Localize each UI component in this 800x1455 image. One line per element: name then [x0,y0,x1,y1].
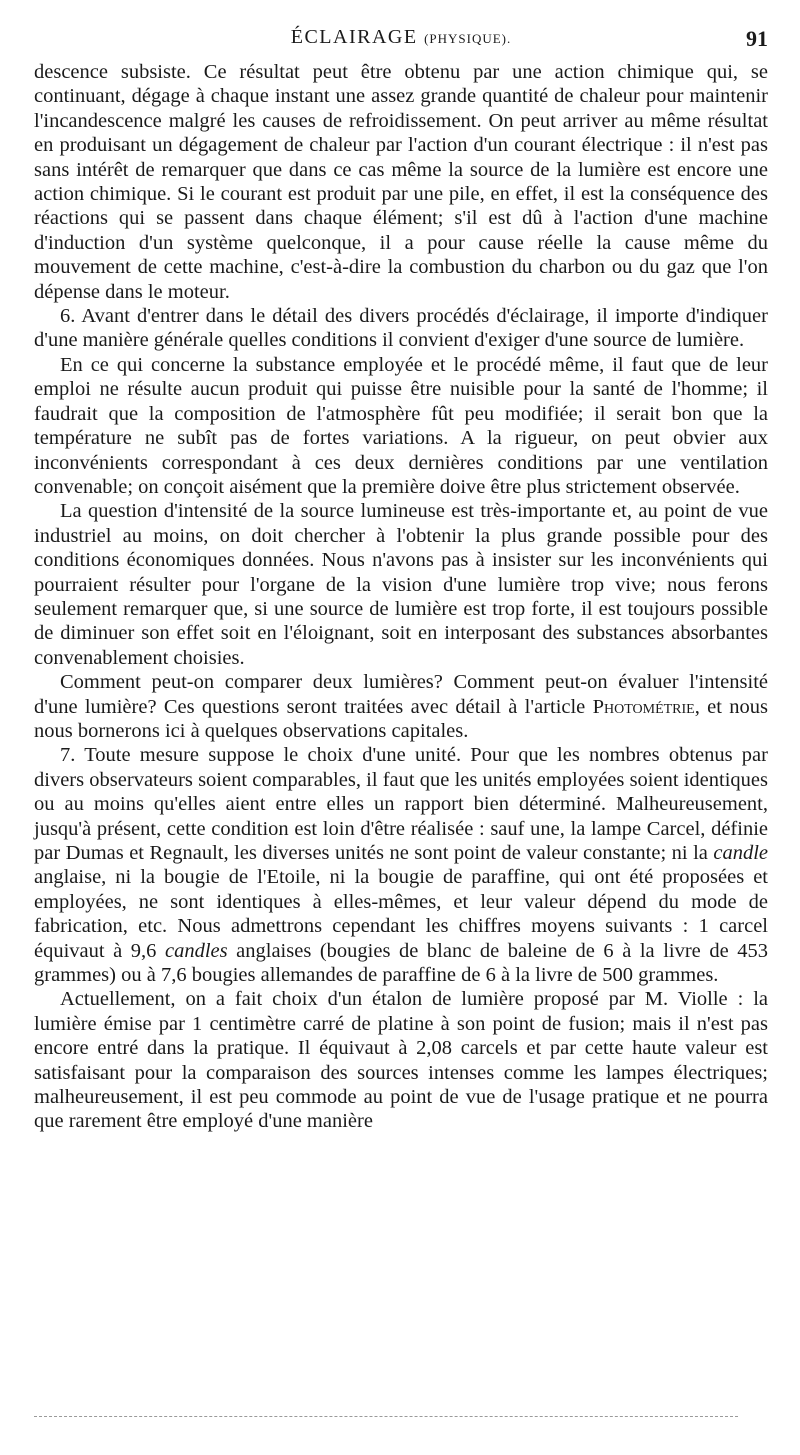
paragraph-intensity: La question d'intensité de la source lumineuse est très-importante et, au point de vue industriel au moins, on doit chercher à l'obtenir la plus grande possible pour des conditions économiques données. Nous n'avons pas à insister sur les inconvénients qui pourraient résulter pour l'organe de la vision d'une lumière trop vive; nous ferons seulement remarquer que, si une source de lumière est trop forte, il est toujours possible de diminuer son effet soit en l'éloignant, soit en interposant des substances absorbantes convenablement choisies. [34,500,768,669]
running-title [34,26,768,49]
paragraph-section-7 [34,743,768,987]
paragraph-comparison [34,670,768,743]
candles-term: candles [164,939,228,962]
section-7-text-3: anglaises (bougies de blanc de baleine de 6 à la livre de 453 grammes) ou à 7,6 bougies allemandes de paraffine de 6 à la livre de 500 grammes. [34,939,768,987]
comparison-text-end: , et nous nous bornerons ici à quelques observations capitales. [34,695,768,742]
running-header [34,26,768,54]
section-7-text-1: 7. Toute mesure suppose le choix d'une unité. Pour que les nombres obtenus par divers observateurs soient comparables, il faut que les unités employées soient identiques ou au moins qu'elles aient entre elles un rapport bien déterminé. Malheureusement, jusqu'à présent, cette condition est loin d'être réalisée : sauf une, la lampe Carcel, définie par Dumas et Regnault, les diverses unités ne sont point de valeur constante; ni la [34,744,768,864]
body-text [34,60,768,1134]
section-7-text-2: anglaise, ni la bougie de l'Etoile, ni la bougie de paraffine, qui ont été proposées et employées, ne sont identiques à elles-mêmes, et leur valeur dépend du mode de fabrication, etc. Nous admettrons cependant les chiffres moyens suivants : 1 carcel équivaut à 9,6 [34,866,768,962]
comparison-text-start: Comment peut-on comparer deux lumières? Comment peut-on évaluer l'intensité d'une lumière? Ces questions seront traitées avec détail à l'article [34,671,768,718]
header-title: ÉCLAIRAGE [290,26,418,48]
paragraph-violle: Actuellement, on a fait choix d'un étalon de lumière proposé par M. Violle : la lumière émise par 1 centimètre carré de platine à son point de fusion; mais il n'est pas encore entré dans la pratique. Il équivaut à 2,08 carcels et par cette haute valeur est satisfaisant pour la comparaison des sources intenses comme les lampes électriques; malheureusement, il est peu commode au point de vue de l'usage pratique et ne pourra que rarement être employé d'une manière [34,988,768,1133]
footer-divider [34,1416,738,1417]
paragraph-substance: En ce qui concerne la substance employée et le procédé même, il faut que de leur emploi ne résulte aucun produit qui puisse être nuisible pour la santé de l'homme; il faudrait que la composition de l'atmosphère fût peu modifiée; il serait bon que la température ne subît pas de fortes variations. A la rigueur, on peut obvier aux inconvénients correspondant à ces deux dernières conditions par une ventilation convenable; on conçoit aisément que la première doive être plus strictement observée. [34,353,768,498]
photometrie-reference: Photométrie [592,695,695,718]
header-subject: (PHYSIQUE). [424,31,512,46]
paragraph-section-6: 6. Avant d'entrer dans le détail des divers procédés d'éclairage, il importe d'indiquer d'une manière générale quelles conditions il convient d'exiger d'une source de lumière. [34,305,768,352]
paragraph-continuation: descence subsiste. Ce résultat peut être obtenu par une action chimique qui, se continuant, dégage à chaque instant une assez grande quantité de chaleur pour maintenir l'incandescence malgré les causes de refroidissement. On peut arriver au même résultat en produisant un dégagement de chaleur par l'action d'un courant électrique : il n'est pas sans intérêt de remarquer que dans ce cas même la source de la lumière est encore une action chimique. Si le courant est produit par une pile, en effet, il est la conséquence des réactions qui se passent dans chaque élément; s'il est dû à l'action d'une machine d'induction d'un système quelconque, il a pour cause réelle la cause même du mouvement de cette machine, c'est-à-dire la combustion du charbon ou du gaz que l'on dépense dans le moteur. [34,61,768,303]
candle-term: candle [713,842,768,864]
page-number: 91 [746,26,768,51]
